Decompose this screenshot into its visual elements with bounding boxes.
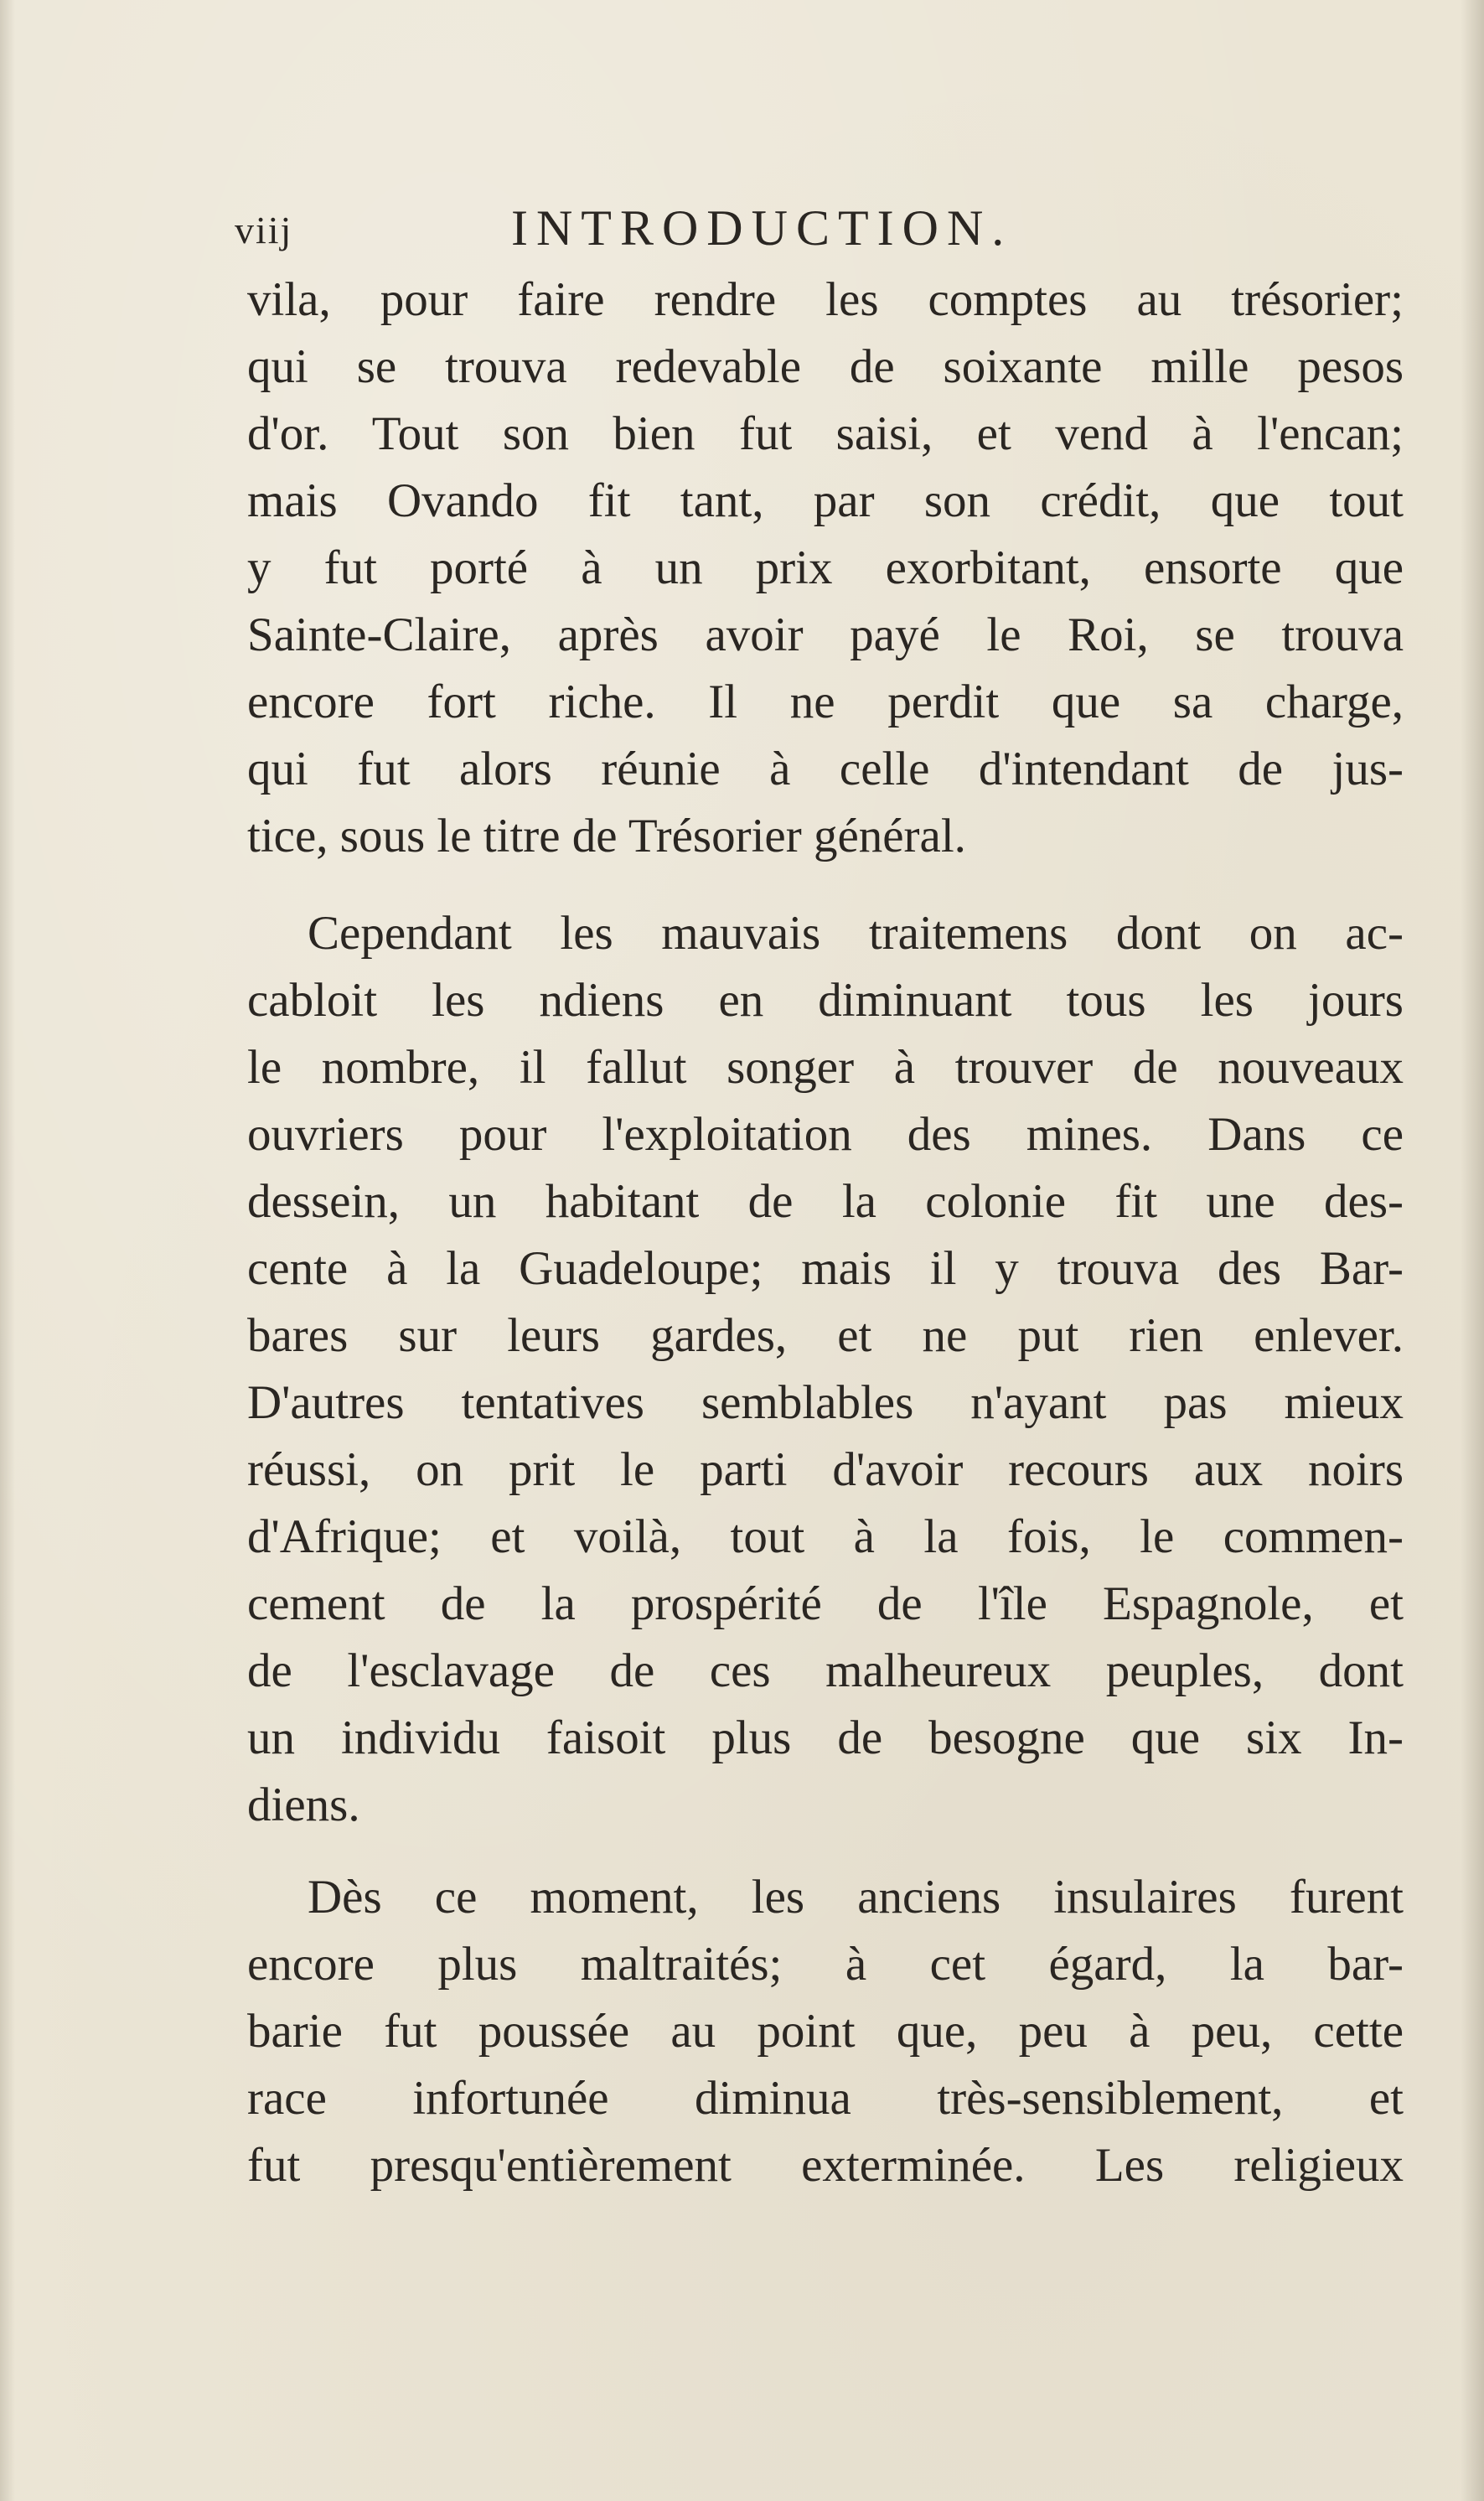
text-line: encore fort riche. Il ne perdit que sa charge, (247, 676, 1404, 728)
text-line: D'autres tentatives semblables n'ayant pas mieux (247, 1376, 1404, 1429)
text-line: un individu faisoit plus de besogne que six In- (247, 1711, 1404, 1764)
paragraph-spacer (247, 1839, 1404, 1864)
text-line: Dès ce moment, les anciens insulaires furent (308, 1871, 1404, 1924)
page-left-edge-shadow (0, 0, 15, 2501)
text-line: race infortunée diminua très-sensiblement, et (247, 2072, 1404, 2125)
running-head: INTRODUCTION. (511, 200, 1013, 256)
paragraph-1 (247, 267, 1404, 870)
text-line: Sainte-Claire, après avoir payé le Roi, se trouva (247, 608, 1404, 661)
page-right-edge-shadow (1461, 0, 1484, 2501)
text-line: cement de la prospérité de l'île Espagnole, et (247, 1577, 1404, 1630)
text-line: encore plus maltraités; à cet égard, la bar- (247, 1938, 1404, 1991)
text-line: tice, sous le titre de Trésorier général. (247, 810, 966, 862)
text-line: d'or. Tout son bien fut saisi, et vend à l'encan; (247, 407, 1404, 460)
page-number: viij (235, 209, 293, 251)
text-line: ouvriers pour l'exploitation des mines. Dans ce (247, 1108, 1404, 1161)
paragraph-spacer (247, 870, 1404, 900)
text-line: diens. (247, 1779, 360, 1831)
text-line: d'Afrique; et voilà, tout à la fois, le commen- (247, 1510, 1404, 1563)
text-line: mais Ovando fit tant, par son crédit, que tout (247, 474, 1404, 527)
paragraph-3 (247, 1864, 1404, 2199)
text-line: barie fut poussée au point que, peu à peu, cette (247, 2005, 1404, 2058)
text-line: cente à la Guadeloupe; mais il y trouva des Bar- (247, 1242, 1404, 1295)
text-line: qui se trouva redevable de soixante mille pesos (247, 340, 1404, 393)
text-line: qui fut alors réunie à celle d'intendant de jus- (247, 743, 1404, 795)
text-line: bares sur leurs gardes, et ne put rien enlever. (247, 1309, 1404, 1362)
text-line: y fut porté à un prix exorbitant, ensorte que (247, 541, 1404, 594)
text-line: réussi, on prit le parti d'avoir recours aux noirs (247, 1443, 1404, 1496)
text-line: vila, pour faire rendre les comptes au trésorier; (247, 273, 1404, 326)
text-line: le nombre, il fallut songer à trouver de nouveaux (247, 1041, 1404, 1094)
paragraph-2 (247, 900, 1404, 1839)
text-line: de l'esclavage de ces malheureux peuples, dont (247, 1644, 1404, 1697)
text-line: cabloit les ndiens en diminuant tous les jours (247, 974, 1404, 1027)
body-text (247, 267, 1404, 2199)
text-line: dessein, un habitant de la colonie fit une des- (247, 1175, 1404, 1228)
text-line: fut presqu'entièrement exterminée. Les religieux (247, 2139, 1404, 2192)
page-header (235, 199, 1399, 267)
text-line: Cependant les mauvais traitemens dont on ac- (308, 907, 1404, 960)
